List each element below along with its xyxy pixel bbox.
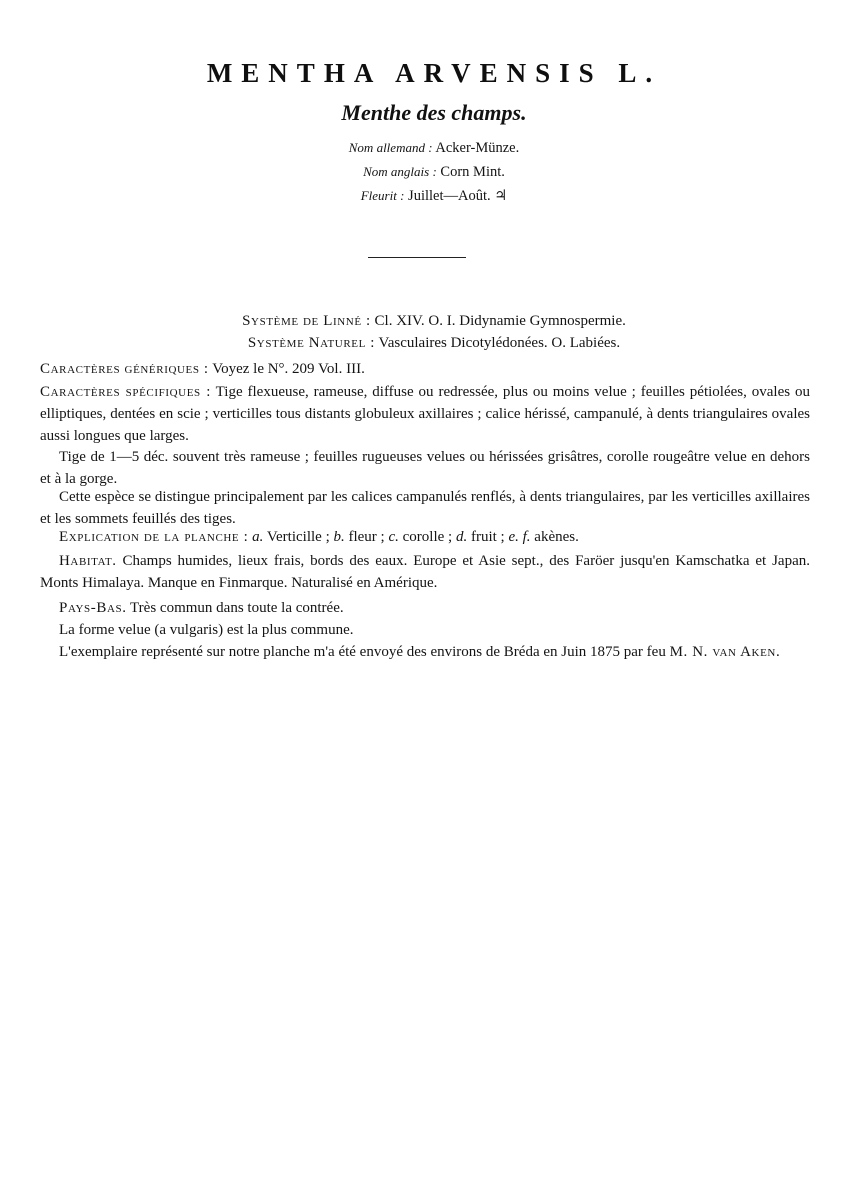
german-name: Acker-Münze. xyxy=(435,140,520,156)
linne-system-label: Système de Linné : xyxy=(242,313,371,329)
habitat-text: Champs humides, lieux frais, bords des eaux. Europe et Asie sept., des Faröer jusqu'en Kamschatka et Japan. Monts Himalaya. Manque en Finmarque. Naturalisé en Amérique. xyxy=(40,553,810,591)
plate-key-a: a. xyxy=(252,529,264,545)
generic-characters-text: Voyez le N°. 209 Vol. III. xyxy=(212,361,365,377)
natural-system-value: Vasculaires Dicotylédonées. O. Labiées. xyxy=(378,335,621,351)
plate-explanation-paragraph xyxy=(40,526,810,548)
specific-characters-paragraph xyxy=(40,381,810,447)
german-name-label: Nom allemand : xyxy=(348,140,433,155)
natural-system-label: Système Naturel : xyxy=(247,335,376,351)
specimen-text: L'exemplaire représenté sur notre planche m'a été envoyé des environs de Bréda en Juin 1875 par feu xyxy=(59,644,670,660)
linne-system-value: Cl. XIV. O. I. Didynamie Gymnospermie. xyxy=(374,313,626,329)
plate-key-ef: e. f. xyxy=(508,529,531,545)
english-name-label: Nom anglais : xyxy=(363,164,437,179)
plate-explanation-label: Explication de la planche : xyxy=(59,529,249,545)
specific-characters-text: Tige flexueuse, rameuse, diffuse ou redressée, plus ou moins velue ; feuilles pétiolées, ovales ou elliptiques, dentées en scie ; verticilles tous distants globuleux axillaires ; calice hérissé, campanulé, à dents triangulaires ovales aussi longues que larges. xyxy=(40,384,810,444)
netherlands-label: Pays-Bas. xyxy=(59,600,127,616)
netherlands-text: Très commun dans toute la contrée. xyxy=(126,600,344,616)
plate-key-d-text: fruit ; xyxy=(467,529,509,545)
linne-system-line xyxy=(0,313,868,330)
habitat-paragraph xyxy=(40,550,810,594)
plate-key-c-text: corolle ; xyxy=(398,529,456,545)
plate-key-ef-text: akènes. xyxy=(530,529,579,545)
divider-rule xyxy=(368,257,466,258)
common-form-paragraph: La forme velue (a vulgaris) est la plus commune. xyxy=(59,622,354,638)
specimen-paragraph xyxy=(40,641,810,663)
flowering-period: Juillet—Août. ♃ xyxy=(408,188,508,204)
stem-description-paragraph: Tige de 1—5 déc. souvent très rameuse ; feuilles rugueuses velues ou hérissées grisâtres, corolle rougeâtre velue en dehors et à la gorge. xyxy=(40,449,810,487)
species-distinction-paragraph: Cette espèce se distingue principalement par les calices campanulés renflés, à dents triangulaires, par les verticilles axillaires et les sommets feuillés des tiges. xyxy=(40,489,810,527)
generic-characters-paragraph xyxy=(40,358,810,380)
natural-system-line xyxy=(0,335,868,352)
generic-characters-label: Caractères génériques : xyxy=(40,361,209,377)
common-name-subtitle: Menthe des champs. xyxy=(341,100,527,125)
specific-characters-label: Caractères spécifiques : xyxy=(40,384,212,400)
netherlands-paragraph xyxy=(40,597,810,619)
plate-key-c: c. xyxy=(388,529,399,545)
english-name-line xyxy=(0,164,868,181)
plate-key-a-text: Verticille ; xyxy=(263,529,334,545)
flowering-line xyxy=(0,188,868,205)
english-name: Corn Mint. xyxy=(440,164,505,180)
page-title: MENTHA ARVENSIS L. xyxy=(206,58,662,88)
plate-key-b-text: fleur ; xyxy=(344,529,389,545)
specimen-donor-name: M. N. van Aken. xyxy=(669,644,781,660)
flowering-label: Fleurit : xyxy=(360,188,405,203)
german-name-line xyxy=(0,140,868,157)
plate-key-d: d. xyxy=(455,529,468,545)
habitat-label: Habitat. xyxy=(59,553,117,569)
plate-key-b: b. xyxy=(333,529,345,545)
